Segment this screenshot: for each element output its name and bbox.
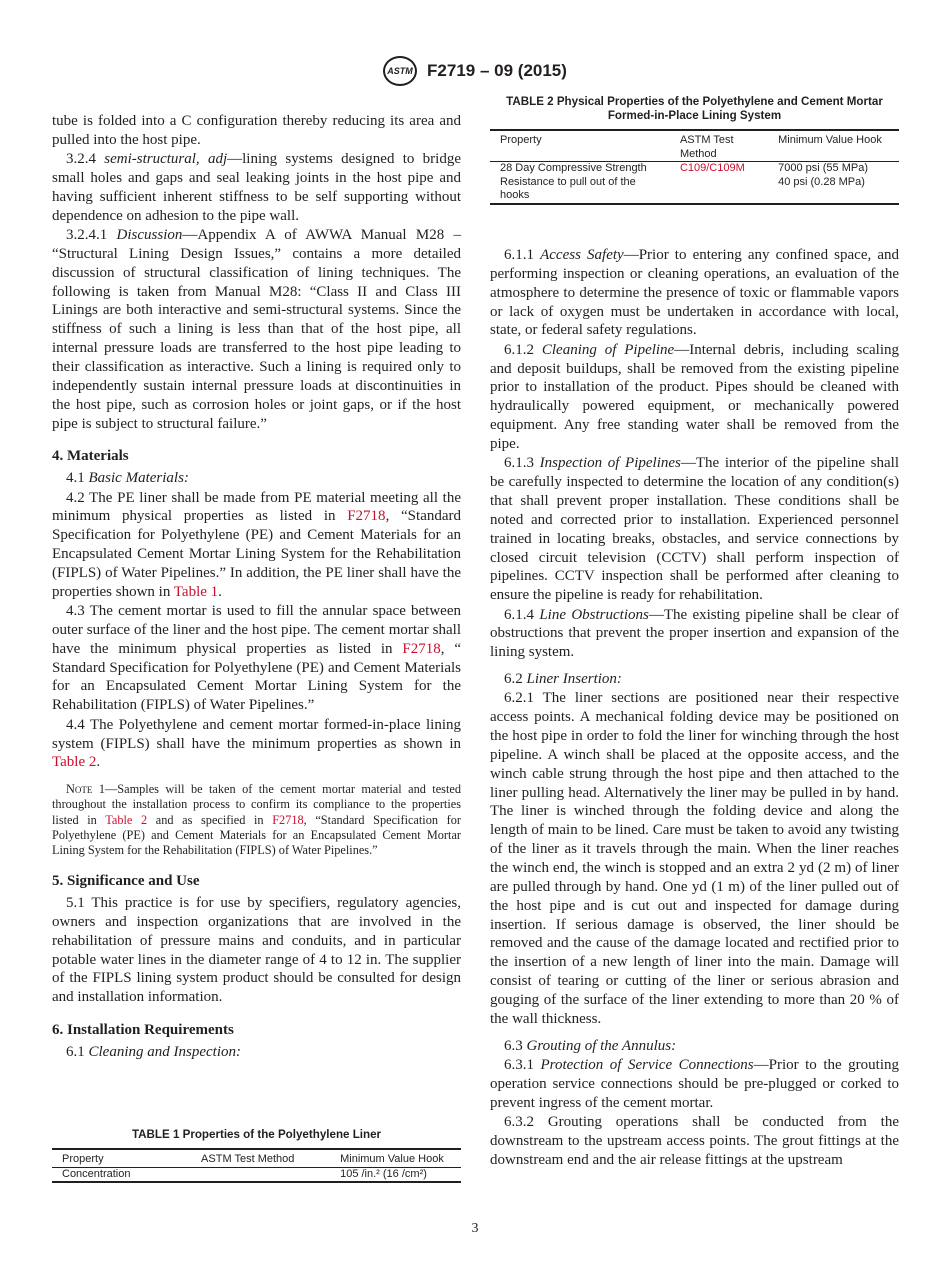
text-run: 3.2.4 <box>66 151 105 168</box>
reference-link[interactable]: Table 2 <box>52 754 97 771</box>
text-run: , “ Standard Specification for Polyethylene (PE) and Cement Materials for an Encapsulated Cement Mortar Lining System for the Rehabilitation (FIPLS) of Water Pipelines.” <box>52 640 461 714</box>
text-run: —Prior to entering any confined space, and performing inspection or cleaning operations, an evaluation of the atmosphere to determine the presence of toxic or flammable vapors or lack of oxygen must be undertaken in accordance with local, state, or federal safety regulations. <box>490 247 899 339</box>
table-caption: TABLE 2 Physical Properties of the Polyethylene and Cement Mortar Formed-in-Place Lining System <box>506 95 883 122</box>
paragraph <box>490 246 899 340</box>
paragraph <box>490 1113 899 1170</box>
text-run: —Prior to the grouting operation service connections should be pre-plugged or corked to prevent ingress of the cement mortar. <box>490 1056 899 1111</box>
italic-text: Discussion <box>116 227 183 244</box>
text-run: 6.2 <box>504 671 527 688</box>
paragraph <box>490 1037 899 1056</box>
section-heading <box>52 447 461 466</box>
right-column <box>490 246 899 1170</box>
text-run: . <box>218 583 222 600</box>
table-cell: 28 Day Compressive Strength <box>500 162 647 174</box>
text-run: 6.1.2 <box>504 341 542 358</box>
text-run: 1—Samples will be taken of the cement mortar material and tested throughout the installation process to confirm its compliance to the properties listed in <box>52 782 461 827</box>
text-run: —lining systems designed to bridge small holes and gaps and seal leaking joints in the host pipe and having sufficient inherent stiffness to be self supporting without dependence on adhesion to the pipe wall. <box>52 151 461 224</box>
section-heading <box>52 1021 461 1040</box>
paragraph <box>52 894 461 1007</box>
column-header: Minimum Value Hook <box>768 130 899 162</box>
paragraph <box>52 489 461 602</box>
italic-text: Liner Insertion: <box>526 671 622 688</box>
paragraph <box>490 689 899 1028</box>
reference-link[interactable]: Table 1 <box>173 583 219 600</box>
text-run: 6.1.3 <box>504 455 540 472</box>
text-run: —The interior of the pipeline shall be carefully inspected to determine the location of any condition(s) that shall prevent proper installation. These conditions shall be noted and corrected prior to installation. Experienced personnel trained in locating breaks, obstacles, and service connections by closed circuit television (CCTV) shall perform inspection of pipelines. CCTV inspection shall be performed after cleaning to ensure the pipeline is ready for rehabilitation. <box>490 455 900 604</box>
text-run: 4.3 The cement mortar is used to fill the annular space between outer surface of the liner and the host pipe. The cement mortar shall have the minimum physical properties as listed in <box>52 603 461 657</box>
text-run: , “Standard Specification for Polyethylene (PE) and Cement Materials for an Encapsulated Cement Mortar Lining System for the Rehabilitation (FIPLS) of Water Pipelines.” In addition, the PE liner shall have the properties shown in <box>52 508 461 600</box>
italic-text: Cleaning of Pipeline <box>541 341 675 358</box>
page-number: 3 <box>471 1221 479 1236</box>
table-cell: Resistance to pull out of the hooks <box>500 175 636 201</box>
paragraph <box>52 469 461 488</box>
paragraph <box>52 1043 461 1062</box>
paragraph <box>52 716 461 773</box>
table-cell: Concentration <box>62 1167 131 1180</box>
column-header: Property <box>52 1149 191 1167</box>
italic-text: semi-structural, adj <box>104 151 228 168</box>
column-header: Property <box>490 130 670 162</box>
table-cell: 105 /in.² (16 /cm²) <box>340 1167 427 1180</box>
table-row <box>490 162 899 176</box>
text-run: 5. Significance and Use <box>52 873 200 890</box>
italic-text: Access Safety <box>540 247 624 263</box>
text-run: and as specified in <box>147 812 273 827</box>
reference-link[interactable]: F2718 <box>402 640 441 657</box>
section-heading <box>52 872 461 891</box>
table-cell <box>670 176 768 204</box>
reference-link[interactable]: Table 2 <box>105 812 148 827</box>
column-header: ASTM Test Method <box>191 1149 330 1167</box>
paragraph <box>52 602 461 715</box>
paragraph <box>52 150 461 225</box>
text-run: 6.1.4 <box>504 606 540 623</box>
text-run: 6.3.2 Grouting operations shall be conducted from the downstream to the upstream access points. The grout fittings at the downstream end and the air release fittings at the upstream <box>490 1113 899 1168</box>
column-header: Minimum Value Hook <box>330 1149 461 1167</box>
astm-logo: ASTM <box>383 56 417 86</box>
table-cell <box>191 1167 330 1182</box>
text-run: 4.4 The Polyethylene and cement mortar formed-in-place lining system (FIPLS) shall have the minimum properties as shown in <box>52 716 461 752</box>
text-run: Note <box>66 782 93 797</box>
text-run: , “Standard Specification for Polyethylene (PE) and Cement Materials for an Encapsulated Cement Mortar Lining System for the Rehabilitation (FIPLS) of Water Pipelines.” <box>52 812 461 857</box>
text-run: 4. Materials <box>52 448 129 465</box>
text-run: —Appendix A of AWWA Manual M28 – “Structural Lining Design Issues,” contains a more detailed discussion of structural classification of lining techniques. The following is taken from Manual M28: “Class II and Class III Linings are both interactive and semi-structural systems. Since the stiffness of such a lining is less than that of the host pipe, all internal pressure loads are transferred to the host pipe leading to their classification as interactive. Such a lining is required only to independently sustain internal pressure loads at discontinuities in the host pipe, such as corrosion holes or joint gaps, or if the host pipe is subject to structural failure.” <box>52 227 461 432</box>
italic-text: Protection of Service Connections <box>540 1056 754 1073</box>
table-row <box>52 1167 461 1182</box>
text-run: 6.2.1 The liner sections are positioned near their respective access points. A mechanical folding device may be positioned on the host pipe in order to fold the liner for winching through the host pipeline. A winch shall be placed at the opposite access, and the winch cable strung through the host pipe and then attached to the liner pulling head. Alternatively the liner may be pulled in by hand. The liner is winched through the folding device and along the length of main to be lined. Care must be taken to avoid any twisting of the liner as it travels through the main. When the liner reaches the winch end, the winch is stopped and an extra 2 yd (2 m) of liner are pulled through by hand. One yd (1 m) of the liner pulled out of the host pipe and is cut out and inspected for damage during insertion. If serious damage is observed, the liner should be removed and the cause of the damage located and rectified prior to the insertion of a new length of liner into the main. Damage will consist of tearing or cutting of the liner or serious abrasion and gouging of the surface of the liner extending to more than 20 % of the wall thickness. <box>490 690 899 1027</box>
table-1 <box>52 1128 461 1183</box>
table-2 <box>490 95 899 205</box>
paragraph <box>490 670 899 689</box>
standard-link[interactable]: C109/C109M <box>679 162 745 174</box>
reference-link[interactable]: F2718 <box>347 508 386 525</box>
italic-text: Cleaning and Inspection: <box>88 1043 241 1060</box>
text-run: 6.1.1 <box>504 247 541 263</box>
standard-designation: F2719 – 09 (2015) <box>427 61 567 80</box>
text-run: 3.2.4.1 <box>66 227 117 244</box>
italic-text: Line Obstructions <box>539 606 649 623</box>
text-run: —Internal debris, including scaling and deposit buildups, shall be removed from the existing pipeline prior to installation of the product. Pipes should be cleaned with hydraulically powered equipment, or mechanically powered equipment. Any free standing water shall be removed from the pipe. <box>490 341 899 452</box>
text-run: —The existing pipeline shall be clear of obstructions that prevent the proper insertion and expansion of the lining system. <box>490 606 899 661</box>
page-header <box>0 56 950 86</box>
paragraph <box>490 606 899 663</box>
text-run: 4.1 <box>66 470 89 487</box>
text-run: 6.1 <box>66 1043 89 1060</box>
table-row <box>490 176 899 204</box>
table-cell: 7000 psi (55 MPa) <box>778 162 868 174</box>
italic-text: Grouting of the Annulus: <box>526 1037 677 1054</box>
table-caption: TABLE 1 Properties of the Polyethylene Liner <box>131 1128 382 1141</box>
paragraph <box>490 454 899 605</box>
text-run: . <box>96 754 101 771</box>
text-run: 5.1 This practice is for use by specifiers, regulatory agencies, owners and inspection organizations that are involved in the rehabilitation of pressure mains and conduits, and in particular potable water lines in the diameter range of 4 to 12 in. The supplier of the FIPLS lining system product should be consulted for design and installation information. <box>52 895 461 1006</box>
paragraph <box>52 112 461 150</box>
text-run: 6.3.1 <box>504 1056 541 1073</box>
note-paragraph <box>52 782 461 858</box>
reference-link[interactable]: F2718 <box>272 812 304 827</box>
paragraph <box>490 341 899 454</box>
left-column <box>52 112 461 1062</box>
column-header: ASTM Test Method <box>670 130 768 162</box>
italic-text: Inspection of Pipelines <box>539 455 681 472</box>
text-run: 4.2 The PE liner shall be made from PE material meeting all the minimum physical properties as listed in <box>52 489 461 525</box>
italic-text: Basic Materials: <box>88 470 189 487</box>
table-cell: 40 psi (0.28 MPa) <box>778 175 865 188</box>
paragraph <box>52 226 461 433</box>
text-run: tube is folded into a C configuration thereby reducing its area and pulled into the host pipe. <box>52 113 461 148</box>
paragraph <box>490 1056 899 1113</box>
text-run: 6.3 <box>504 1037 527 1054</box>
text-run: 6. Installation Requirements <box>52 1022 234 1039</box>
